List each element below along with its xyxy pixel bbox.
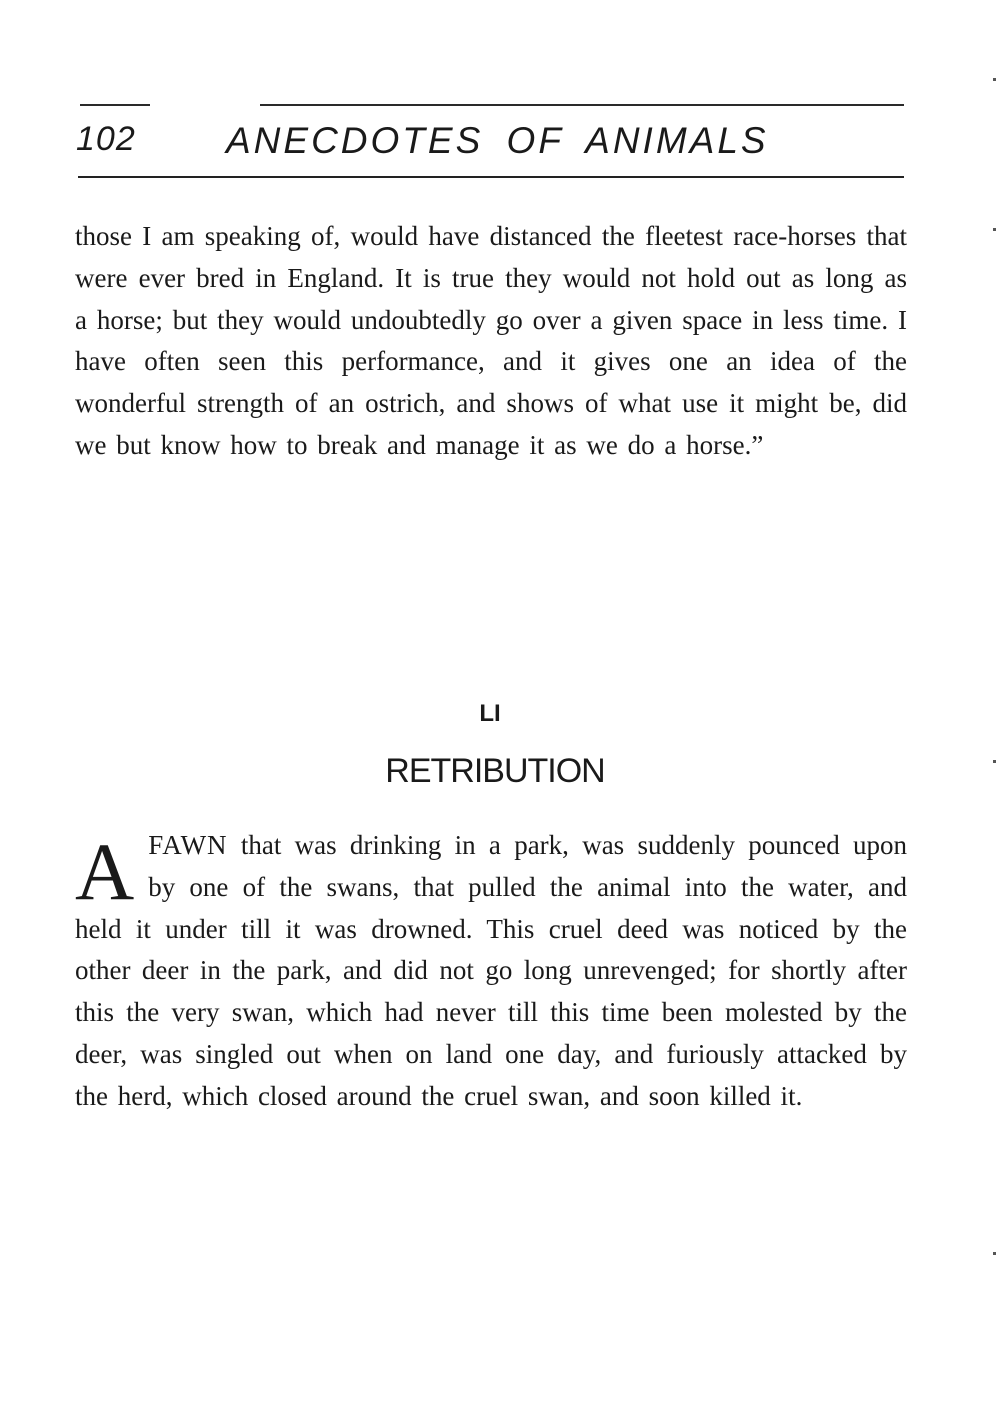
scan-speck: [993, 228, 996, 231]
page-number: 102: [76, 120, 136, 158]
scan-speck: [993, 760, 996, 763]
chapter-title: RETRIBUTION: [385, 752, 605, 790]
running-head: [76, 120, 906, 170]
scan-speck: [993, 78, 996, 81]
chapter-paragraph-text: [75, 825, 907, 1118]
drop-cap: A: [75, 826, 135, 917]
header-top-rule-gap: [150, 100, 260, 108]
continued-paragraph-text: those I am speaking of, would have distanced the fleetest race-horses that were ever bred in England. It is true they would not hold out as long as a horse; but they would undoubtedly go over a given space in less time. I have often seen this performance, and it gives one an idea of the wonderful strength of an ostrich, and shows of what use it might be, did we but know how to break and manage it as we do a horse.”: [75, 221, 907, 460]
book-title: ANECDOTES OF ANIMALS: [226, 120, 769, 161]
continued-paragraph: [75, 216, 907, 467]
chapter-paragraph: [75, 825, 907, 1118]
chapter-number: LI: [479, 700, 501, 727]
chapter-body-text: that was drinking in a park, was suddenly pounced upon by one of the swans, that pulled the animal into the water, and held it under till it was drowned. This cruel deed was noticed by the other deer in the park, and did not go long unrevenged; for shortly after this the very swan, which had never till this time been molested by the deer, was singled out when on land one day, and furiously attacked by the herd, which closed around the cruel swan, and soon killed it.: [75, 830, 907, 1111]
scan-speck: [993, 1252, 996, 1255]
header-bottom-rule: [78, 176, 904, 178]
first-word: FAWN: [148, 830, 228, 860]
